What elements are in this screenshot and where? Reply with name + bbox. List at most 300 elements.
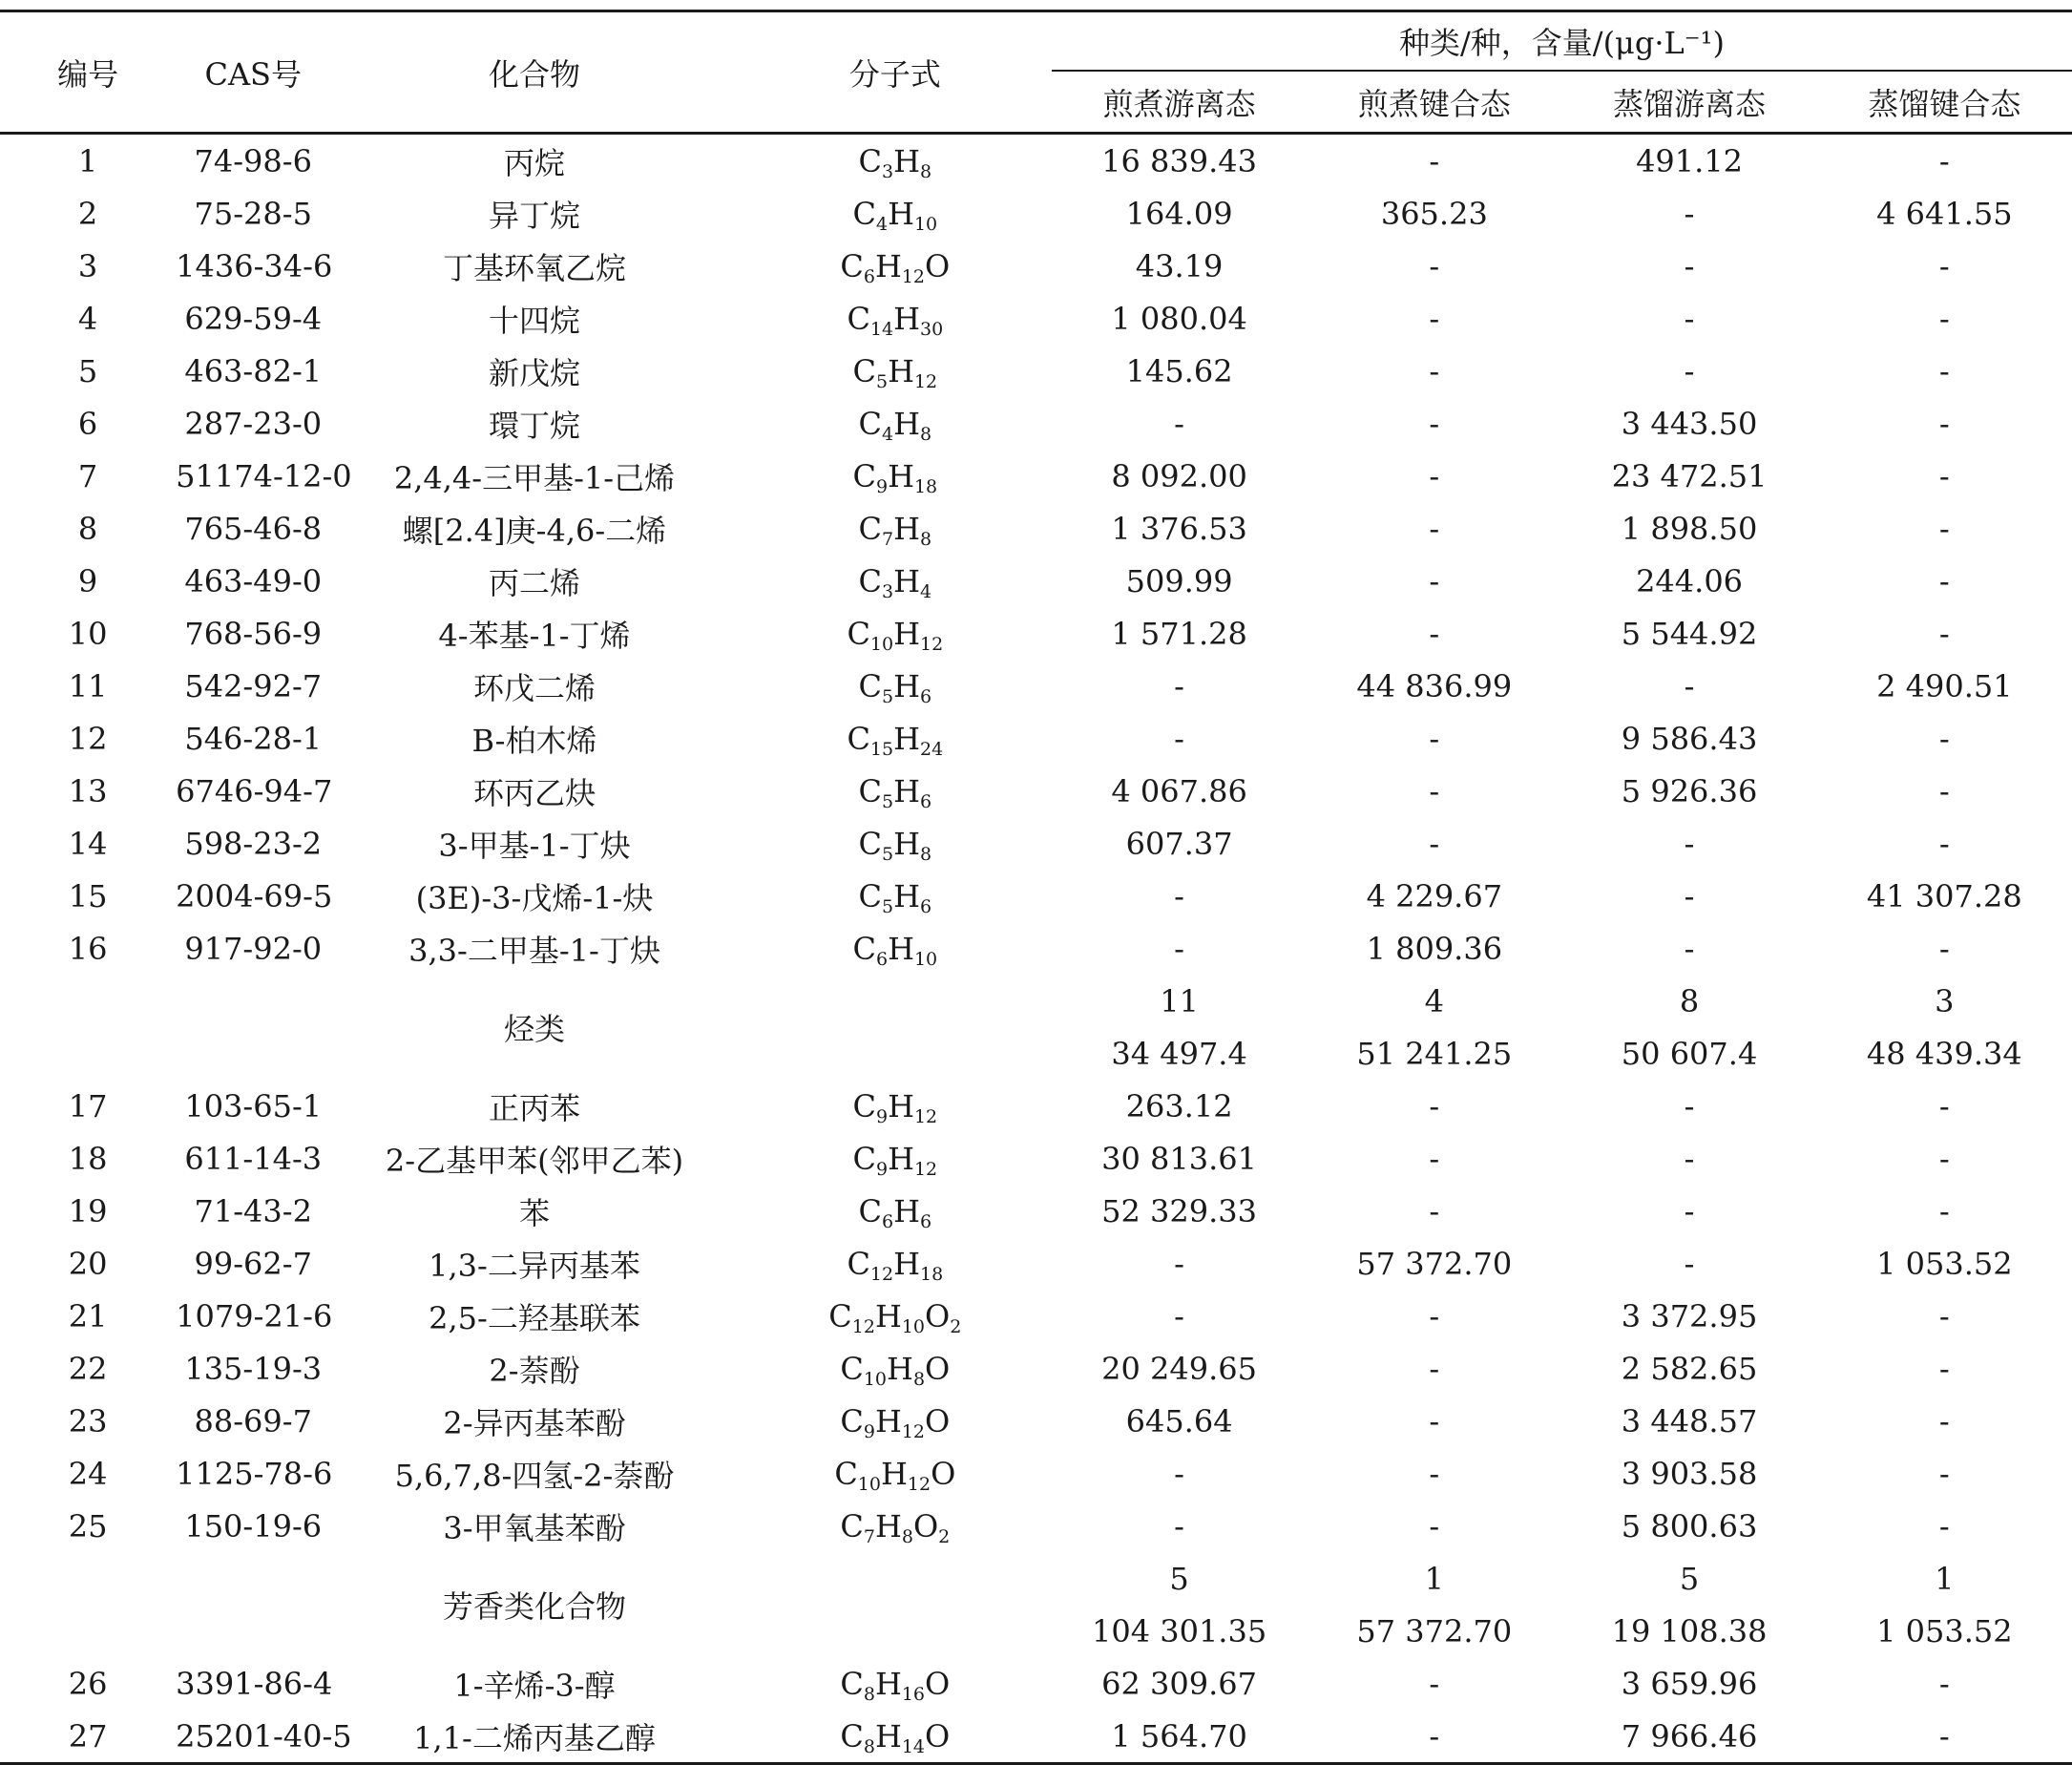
row-value: 41 307.28 bbox=[1866, 877, 2022, 914]
row-value: 1 571.28 bbox=[1111, 615, 1247, 652]
row-formula bbox=[739, 922, 1052, 975]
row-formula bbox=[739, 1657, 1052, 1710]
header-decoct-free: 煎煮游离态 bbox=[1102, 85, 1256, 122]
formula-element: C bbox=[852, 352, 876, 389]
row-cas: 768-56-9 bbox=[184, 615, 323, 652]
formula-element: O bbox=[925, 1717, 951, 1754]
summary-formula bbox=[739, 1552, 1052, 1657]
row-value: 3 903.58 bbox=[1621, 1455, 1758, 1492]
row-cas: 99-62-7 bbox=[194, 1245, 312, 1282]
row-value: 3 372.95 bbox=[1621, 1297, 1758, 1334]
row-value: - bbox=[1429, 1297, 1440, 1334]
row-value: - bbox=[1938, 562, 1950, 599]
row-compound: 1,3-二异丙基苯 bbox=[429, 1247, 640, 1284]
row-num: 4 bbox=[77, 300, 98, 337]
row-cas: 917-92-0 bbox=[184, 930, 323, 967]
row-value: - bbox=[1938, 1455, 1950, 1492]
row-value: - bbox=[1174, 930, 1184, 967]
row-formula bbox=[739, 660, 1052, 712]
row-value: - bbox=[1429, 615, 1440, 652]
row-value: 145.62 bbox=[1125, 352, 1233, 389]
summary-total: 19 108.38 bbox=[1611, 1612, 1768, 1649]
row-value: 5 544.92 bbox=[1621, 615, 1758, 652]
row-num: 15 bbox=[68, 877, 108, 914]
formula-element: C bbox=[852, 930, 876, 967]
formula-element: H bbox=[893, 562, 921, 599]
formula-subscript: 14 bbox=[869, 318, 894, 340]
row-value: - bbox=[1174, 877, 1184, 914]
header-formula: 分子式 bbox=[848, 55, 941, 93]
formula-subscript: 6 bbox=[920, 895, 932, 917]
row-num: 25 bbox=[68, 1507, 108, 1544]
row-value: 3 443.50 bbox=[1621, 405, 1758, 442]
summary-row-counts bbox=[0, 1552, 2072, 1605]
row-formula bbox=[739, 870, 1052, 922]
formula-element: H bbox=[893, 667, 921, 704]
formula-element: H bbox=[893, 405, 921, 442]
row-formula bbox=[739, 1342, 1052, 1395]
table-body bbox=[0, 134, 2072, 1764]
formula-element: C bbox=[840, 1402, 864, 1439]
row-value: 57 372.70 bbox=[1356, 1245, 1513, 1282]
row-value: - bbox=[1429, 562, 1440, 599]
row-compound: 2,4,4-三甲基-1-己烯 bbox=[393, 459, 676, 496]
row-compound: 3,3-二甲基-1-丁炔 bbox=[408, 932, 660, 969]
row-num: 16 bbox=[68, 930, 108, 967]
row-value: 365.23 bbox=[1380, 195, 1488, 232]
row-compound: 十四烷 bbox=[488, 302, 580, 339]
formula-subscript: 14 bbox=[901, 1735, 926, 1757]
row-value: 5 926.36 bbox=[1621, 772, 1758, 809]
row-value: - bbox=[1938, 1192, 1950, 1229]
table-row bbox=[0, 1185, 2072, 1237]
row-cas: 463-49-0 bbox=[184, 562, 323, 599]
row-value: - bbox=[1174, 720, 1184, 757]
summary-count: 5 bbox=[1679, 1560, 1700, 1597]
formula-subscript: 16 bbox=[901, 1683, 926, 1705]
formula-subscript: 8 bbox=[920, 423, 932, 445]
formula-element: H bbox=[893, 510, 921, 547]
formula-element: C bbox=[828, 1297, 852, 1334]
row-compound: 环丙乙炔 bbox=[472, 774, 596, 811]
row-value: - bbox=[1938, 300, 1950, 337]
formula-subscript: 4 bbox=[920, 580, 932, 602]
formula-subscript: 3 bbox=[882, 160, 894, 182]
row-value: - bbox=[1938, 1297, 1950, 1334]
table-row bbox=[0, 555, 2072, 607]
formula-subscript: 10 bbox=[863, 1368, 888, 1390]
row-formula bbox=[739, 817, 1052, 870]
formula-subscript: 6 bbox=[863, 265, 875, 287]
summary-total: 34 497.4 bbox=[1111, 1035, 1247, 1072]
row-value: 1 898.50 bbox=[1621, 510, 1758, 547]
table-row bbox=[0, 922, 2072, 975]
table-row bbox=[0, 1447, 2072, 1500]
row-value: - bbox=[1429, 352, 1440, 389]
row-compound: 3-甲基-1-丁炔 bbox=[438, 827, 631, 864]
row-num: 10 bbox=[68, 615, 108, 652]
row-compound: 5,6,7,8-四氢-2-萘酚 bbox=[394, 1457, 675, 1494]
formula-element: C bbox=[858, 405, 883, 442]
row-value: 30 813.61 bbox=[1101, 1140, 1258, 1177]
header-group: 种类/种，含量/(μg·L⁻¹) bbox=[1052, 11, 2072, 72]
row-value: - bbox=[1429, 825, 1440, 862]
table-header bbox=[0, 11, 2072, 134]
row-num: 23 bbox=[68, 1402, 108, 1439]
row-value: - bbox=[1684, 195, 1695, 232]
formula-subscript: 18 bbox=[913, 475, 938, 497]
row-formula bbox=[739, 345, 1052, 397]
row-formula bbox=[739, 1290, 1052, 1342]
formula-element: C bbox=[852, 195, 876, 232]
row-formula bbox=[739, 765, 1052, 817]
formula-subscript: 12 bbox=[913, 370, 938, 392]
table-row bbox=[0, 1237, 2072, 1290]
table-row bbox=[0, 1500, 2072, 1552]
row-value: 1 564.70 bbox=[1111, 1717, 1247, 1754]
formula-element: H bbox=[888, 457, 914, 494]
table-row bbox=[0, 1342, 2072, 1395]
row-formula bbox=[739, 1500, 1052, 1552]
table-row bbox=[0, 187, 2072, 240]
formula-subscript: 8 bbox=[863, 1683, 875, 1705]
row-value: 44 836.99 bbox=[1356, 667, 1513, 704]
row-value: - bbox=[1429, 457, 1440, 494]
summary-count: 5 bbox=[1169, 1560, 1189, 1597]
row-value: 491.12 bbox=[1636, 142, 1744, 179]
row-value: - bbox=[1684, 1192, 1695, 1229]
row-value: - bbox=[1429, 1350, 1440, 1387]
summary-total: 48 439.34 bbox=[1866, 1035, 2022, 1072]
row-value: 9 586.43 bbox=[1621, 720, 1758, 757]
row-value: 1 376.53 bbox=[1111, 510, 1247, 547]
row-value: - bbox=[1429, 405, 1440, 442]
row-formula bbox=[739, 1080, 1052, 1132]
formula-element: C bbox=[847, 300, 870, 337]
row-num: 20 bbox=[68, 1245, 108, 1282]
row-value: - bbox=[1938, 825, 1950, 862]
formula-element: C bbox=[852, 457, 876, 494]
row-cas: 629-59-4 bbox=[184, 300, 323, 337]
table-row bbox=[0, 240, 2072, 292]
formula-subscript: 12 bbox=[901, 1420, 926, 1442]
row-cas: 88-69-7 bbox=[194, 1402, 312, 1439]
row-value: 645.64 bbox=[1125, 1402, 1233, 1439]
row-value: - bbox=[1429, 1717, 1440, 1754]
row-num: 11 bbox=[68, 667, 108, 704]
row-num: 21 bbox=[68, 1297, 108, 1334]
row-value: 244.06 bbox=[1636, 562, 1744, 599]
row-compound: 2-乙基甲苯(邻甲乙苯) bbox=[385, 1142, 684, 1179]
header-compound: 化合物 bbox=[488, 55, 580, 93]
row-value: - bbox=[1684, 825, 1695, 862]
row-num: 9 bbox=[77, 562, 98, 599]
row-value: 3 659.96 bbox=[1621, 1665, 1758, 1702]
summary-label: 芳香类化合物 bbox=[442, 1588, 626, 1625]
row-value: - bbox=[1938, 352, 1950, 389]
formula-subscript: 6 bbox=[920, 790, 932, 812]
formula-subscript: 10 bbox=[869, 633, 894, 655]
row-cas: 546-28-1 bbox=[184, 720, 323, 757]
table-row bbox=[0, 502, 2072, 555]
formula-subscript: 6 bbox=[920, 1210, 932, 1232]
formula-element: C bbox=[852, 1140, 876, 1177]
row-value: - bbox=[1938, 1140, 1950, 1177]
formula-element: C bbox=[858, 1192, 883, 1229]
table-row bbox=[0, 1080, 2072, 1132]
row-cas: 598-23-2 bbox=[184, 825, 323, 862]
row-compound: B-柏木烯 bbox=[471, 722, 597, 759]
row-value: - bbox=[1429, 1507, 1440, 1544]
formula-element: C bbox=[858, 825, 883, 862]
row-cas: 25201-40-5 bbox=[176, 1717, 352, 1754]
row-cas: 6746-94-7 bbox=[176, 772, 333, 809]
row-formula bbox=[739, 712, 1052, 765]
formula-element: C bbox=[858, 877, 883, 914]
row-num: 7 bbox=[77, 457, 98, 494]
row-formula bbox=[739, 397, 1052, 450]
formula-element: C bbox=[847, 720, 870, 757]
summary-count: 1 bbox=[1935, 1560, 1955, 1597]
row-compound: 2,5-二羟基联苯 bbox=[429, 1299, 640, 1336]
row-compound: (3E)-3-戊烯-1-炔 bbox=[415, 879, 654, 916]
row-value: 4 641.55 bbox=[1876, 195, 2013, 232]
formula-subscript: 5 bbox=[882, 790, 894, 812]
row-cas: 71-43-2 bbox=[194, 1192, 312, 1229]
formula-subscript: 10 bbox=[901, 1315, 926, 1337]
table-row bbox=[0, 397, 2072, 450]
formula-element: H bbox=[893, 720, 921, 757]
formula-element: O bbox=[925, 1665, 951, 1702]
row-value: - bbox=[1174, 1245, 1184, 1282]
formula-element: C bbox=[852, 1087, 876, 1124]
row-value: - bbox=[1938, 1717, 1950, 1754]
formula-subscript: 12 bbox=[913, 1158, 938, 1180]
row-value: - bbox=[1938, 720, 1950, 757]
formula-subscript: 12 bbox=[920, 633, 944, 655]
row-formula bbox=[739, 292, 1052, 345]
row-cas: 103-65-1 bbox=[184, 1087, 323, 1124]
row-num: 8 bbox=[77, 510, 98, 547]
row-value: - bbox=[1938, 772, 1950, 809]
formula-subscript: 12 bbox=[907, 1473, 931, 1495]
row-formula bbox=[739, 134, 1052, 188]
row-value: 263.12 bbox=[1125, 1087, 1233, 1124]
row-compound: 1,1-二烯丙基乙醇 bbox=[413, 1719, 656, 1756]
formula-element: O bbox=[925, 1402, 951, 1439]
row-value: - bbox=[1174, 1455, 1184, 1492]
formula-subscript: 2 bbox=[950, 1315, 962, 1337]
formula-element: O bbox=[912, 1507, 939, 1544]
row-num: 6 bbox=[77, 405, 98, 442]
row-value: 52 329.33 bbox=[1101, 1192, 1258, 1229]
row-value: 2 490.51 bbox=[1876, 667, 2013, 704]
row-num: 2 bbox=[77, 195, 98, 232]
summary-total: 104 301.35 bbox=[1091, 1612, 1267, 1649]
row-compound: 螺[2.4]庚-4,6-二烯 bbox=[402, 512, 667, 549]
row-cas: 1079-21-6 bbox=[176, 1297, 333, 1334]
row-num: 13 bbox=[68, 772, 108, 809]
header-distill-bound: 蒸馏键合态 bbox=[1868, 85, 2021, 122]
formula-subscript: 9 bbox=[863, 1420, 875, 1442]
row-formula bbox=[739, 502, 1052, 555]
row-value: 23 472.51 bbox=[1611, 457, 1768, 494]
formula-subscript: 8 bbox=[920, 528, 932, 550]
formula-subscript: 4 bbox=[875, 213, 889, 235]
formula-element: C bbox=[858, 562, 883, 599]
formula-subscript: 4 bbox=[882, 423, 894, 445]
row-value: - bbox=[1429, 1665, 1440, 1702]
summary-row-counts bbox=[0, 975, 2072, 1027]
formula-subscript: 6 bbox=[920, 685, 932, 707]
row-value: - bbox=[1938, 1507, 1950, 1544]
formula-subscript: 8 bbox=[901, 1525, 913, 1547]
row-value: - bbox=[1938, 142, 1950, 179]
formula-element: H bbox=[874, 1717, 902, 1754]
row-value: 1 053.52 bbox=[1876, 1245, 2013, 1282]
row-compound: 2-萘酚 bbox=[489, 1352, 580, 1389]
row-value: 1 080.04 bbox=[1111, 300, 1247, 337]
row-num: 12 bbox=[68, 720, 108, 757]
formula-subscript: 8 bbox=[920, 843, 932, 865]
row-value: - bbox=[1938, 1665, 1950, 1702]
header-distill-free: 蒸馏游离态 bbox=[1613, 85, 1767, 122]
row-formula bbox=[739, 607, 1052, 660]
row-compound: 丙二烯 bbox=[488, 564, 580, 601]
row-cas: 1125-78-6 bbox=[176, 1455, 333, 1492]
formula-subscript: 9 bbox=[875, 1158, 889, 1180]
row-formula bbox=[739, 1185, 1052, 1237]
formula-element: C bbox=[840, 1717, 864, 1754]
formula-element: H bbox=[893, 825, 921, 862]
summary-num bbox=[0, 975, 176, 1080]
row-value: - bbox=[1938, 1087, 1950, 1124]
compound-table-container bbox=[0, 10, 2072, 1765]
table-row bbox=[0, 450, 2072, 502]
row-value: - bbox=[1174, 1507, 1184, 1544]
formula-subscript: 8 bbox=[863, 1735, 875, 1757]
formula-element: H bbox=[893, 300, 921, 337]
row-value: 1 809.36 bbox=[1366, 930, 1503, 967]
formula-element: H bbox=[893, 772, 921, 809]
row-value: - bbox=[1684, 300, 1695, 337]
formula-element: H bbox=[874, 1297, 902, 1334]
row-formula bbox=[739, 187, 1052, 240]
row-cas: 287-23-0 bbox=[184, 405, 323, 442]
row-value: - bbox=[1429, 1402, 1440, 1439]
row-value: - bbox=[1684, 1245, 1695, 1282]
row-formula bbox=[739, 1447, 1052, 1500]
table-row bbox=[0, 660, 2072, 712]
summary-total: 50 607.4 bbox=[1621, 1035, 1758, 1072]
row-value: - bbox=[1174, 667, 1184, 704]
formula-subscript: 8 bbox=[920, 160, 932, 182]
formula-subscript: 2 bbox=[938, 1525, 951, 1547]
row-compound: 丙烷 bbox=[503, 144, 565, 181]
formula-element: H bbox=[893, 877, 921, 914]
row-value: - bbox=[1684, 247, 1695, 284]
formula-subscript: 5 bbox=[882, 895, 894, 917]
summary-num bbox=[0, 1552, 176, 1657]
formula-element: O bbox=[925, 1297, 951, 1334]
row-num: 24 bbox=[68, 1455, 108, 1492]
formula-element: H bbox=[874, 1507, 902, 1544]
row-num: 27 bbox=[68, 1717, 108, 1754]
formula-subscript: 10 bbox=[857, 1473, 881, 1495]
row-num: 3 bbox=[77, 247, 98, 284]
formula-element: C bbox=[858, 510, 883, 547]
header-cas: CAS号 bbox=[204, 55, 302, 93]
formula-element: H bbox=[893, 615, 921, 652]
formula-subscript: 7 bbox=[882, 528, 894, 550]
header-num: 编号 bbox=[57, 55, 119, 93]
summary-total: 57 372.70 bbox=[1356, 1612, 1513, 1649]
row-value: 4 229.67 bbox=[1366, 877, 1503, 914]
row-compound: 苯 bbox=[518, 1194, 550, 1231]
summary-count: 11 bbox=[1160, 982, 1199, 1019]
row-value: - bbox=[1429, 1192, 1440, 1229]
row-value: - bbox=[1429, 720, 1440, 757]
formula-element: O bbox=[925, 1350, 951, 1387]
table-row bbox=[0, 817, 2072, 870]
formula-subscript: 9 bbox=[875, 1105, 889, 1127]
formula-element: H bbox=[893, 142, 921, 179]
table-row bbox=[0, 134, 2072, 188]
formula-subscript: 5 bbox=[875, 370, 889, 392]
row-value: - bbox=[1684, 1140, 1695, 1177]
row-value: - bbox=[1429, 142, 1440, 179]
row-num: 17 bbox=[68, 1087, 108, 1124]
summary-cas bbox=[176, 975, 330, 1080]
row-compound: 3-甲氧基苯酚 bbox=[443, 1509, 626, 1546]
table-row bbox=[0, 1657, 2072, 1710]
formula-subscript: 3 bbox=[882, 580, 894, 602]
compound-table bbox=[0, 10, 2072, 1765]
row-cas: 2004-69-5 bbox=[176, 877, 333, 914]
formula-subscript: 10 bbox=[913, 948, 938, 970]
table-row bbox=[0, 765, 2072, 817]
formula-subscript: 12 bbox=[901, 265, 926, 287]
formula-element: C bbox=[834, 1455, 858, 1492]
formula-element: C bbox=[840, 247, 864, 284]
row-compound: 正丙苯 bbox=[488, 1089, 580, 1126]
row-value: 16 839.43 bbox=[1101, 142, 1258, 179]
formula-element: H bbox=[887, 1350, 913, 1387]
formula-element: O bbox=[925, 247, 951, 284]
row-value: 43.19 bbox=[1135, 247, 1224, 284]
row-formula bbox=[739, 555, 1052, 607]
formula-subscript: 12 bbox=[851, 1315, 875, 1337]
row-compound: 環丁烷 bbox=[488, 407, 580, 444]
table-row bbox=[0, 1132, 2072, 1185]
row-cas: 1436-34-6 bbox=[176, 247, 333, 284]
formula-element: H bbox=[888, 1140, 914, 1177]
row-formula bbox=[739, 1237, 1052, 1290]
row-compound: 异丁烷 bbox=[488, 197, 580, 234]
row-value: - bbox=[1429, 772, 1440, 809]
row-num: 22 bbox=[68, 1350, 108, 1387]
row-value: 62 309.67 bbox=[1101, 1665, 1258, 1702]
formula-subscript: 24 bbox=[920, 738, 944, 760]
row-value: 164.09 bbox=[1125, 195, 1233, 232]
row-cas: 150-19-6 bbox=[184, 1507, 323, 1544]
summary-formula bbox=[739, 975, 1052, 1080]
row-num: 5 bbox=[77, 352, 98, 389]
table-row bbox=[0, 1290, 2072, 1342]
row-value: - bbox=[1684, 930, 1695, 967]
formula-subscript: 9 bbox=[875, 475, 889, 497]
row-formula bbox=[739, 1710, 1052, 1764]
